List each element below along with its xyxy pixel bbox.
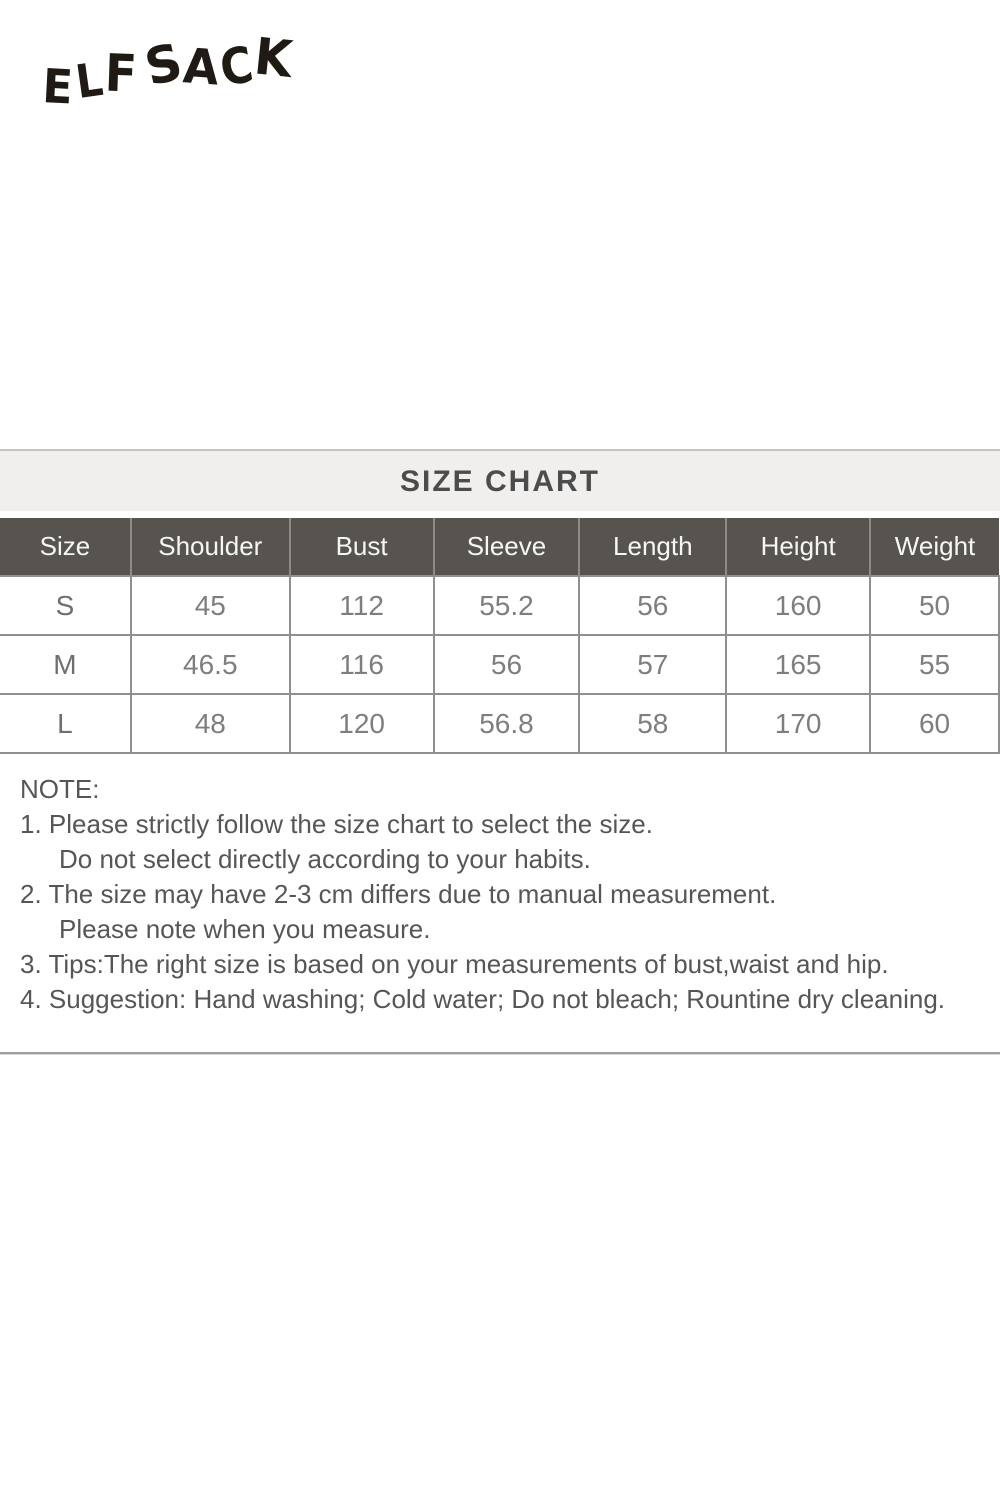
cell-size: L xyxy=(0,694,131,753)
column-header-size: Size xyxy=(0,518,131,576)
cell-height: 160 xyxy=(726,576,870,635)
notes-heading: NOTE: xyxy=(20,774,100,804)
size-table xyxy=(0,518,1000,754)
table-row-s xyxy=(0,576,999,635)
table-row-l xyxy=(0,694,999,753)
note-line-2b: Please note when you measure. xyxy=(59,914,431,944)
note-line-1b: Do not select directly according to your habits. xyxy=(59,844,591,874)
brand-logo xyxy=(40,26,296,115)
column-header-shoulder: Shoulder xyxy=(131,518,290,576)
cell-length: 57 xyxy=(579,635,726,694)
table-row-m xyxy=(0,635,999,694)
cell-weight: 50 xyxy=(870,576,999,635)
cell-weight: 60 xyxy=(870,694,999,753)
cell-shoulder: 48 xyxy=(131,694,290,753)
table-header-row xyxy=(0,518,999,576)
column-header-height: Height xyxy=(726,518,870,576)
cell-size: M xyxy=(0,635,131,694)
cell-length: 58 xyxy=(579,694,726,753)
cell-length: 56 xyxy=(579,576,726,635)
cell-sleeve: 55.2 xyxy=(434,576,580,635)
cell-bust: 112 xyxy=(290,576,434,635)
cell-bust: 120 xyxy=(290,694,434,753)
note-line-2: 2. The size may have 2-3 cm differs due to manual measurement. xyxy=(20,879,777,909)
brand-logo-text: ELF SACK xyxy=(41,26,296,115)
cell-height: 165 xyxy=(726,635,870,694)
cell-shoulder: 46.5 xyxy=(131,635,290,694)
column-header-length: Length xyxy=(579,518,726,576)
note-line-1: 1. Please strictly follow the size chart to select the size. xyxy=(20,809,653,839)
column-header-bust: Bust xyxy=(290,518,434,576)
cell-weight: 55 xyxy=(870,635,999,694)
note-line-4: 4. Suggestion: Hand washing; Cold water; Do not bleach; Rountine dry cleaning. xyxy=(20,984,946,1014)
column-header-sleeve: Sleeve xyxy=(434,518,580,576)
cell-bust: 116 xyxy=(290,635,434,694)
cell-height: 170 xyxy=(726,694,870,753)
cell-sleeve: 56 xyxy=(434,635,580,694)
cell-shoulder: 45 xyxy=(131,576,290,635)
note-line-3: 3. Tips:The right size is based on your measurements of bust,waist and hip. xyxy=(20,949,889,979)
size-chart-title: SIZE CHART xyxy=(400,465,600,498)
cell-size: S xyxy=(0,576,131,635)
column-header-weight: Weight xyxy=(870,518,999,576)
notes-section xyxy=(20,772,998,1017)
cell-sleeve: 56.8 xyxy=(434,694,580,753)
size-chart-banner xyxy=(0,449,1000,511)
bottom-divider xyxy=(0,1052,1000,1054)
